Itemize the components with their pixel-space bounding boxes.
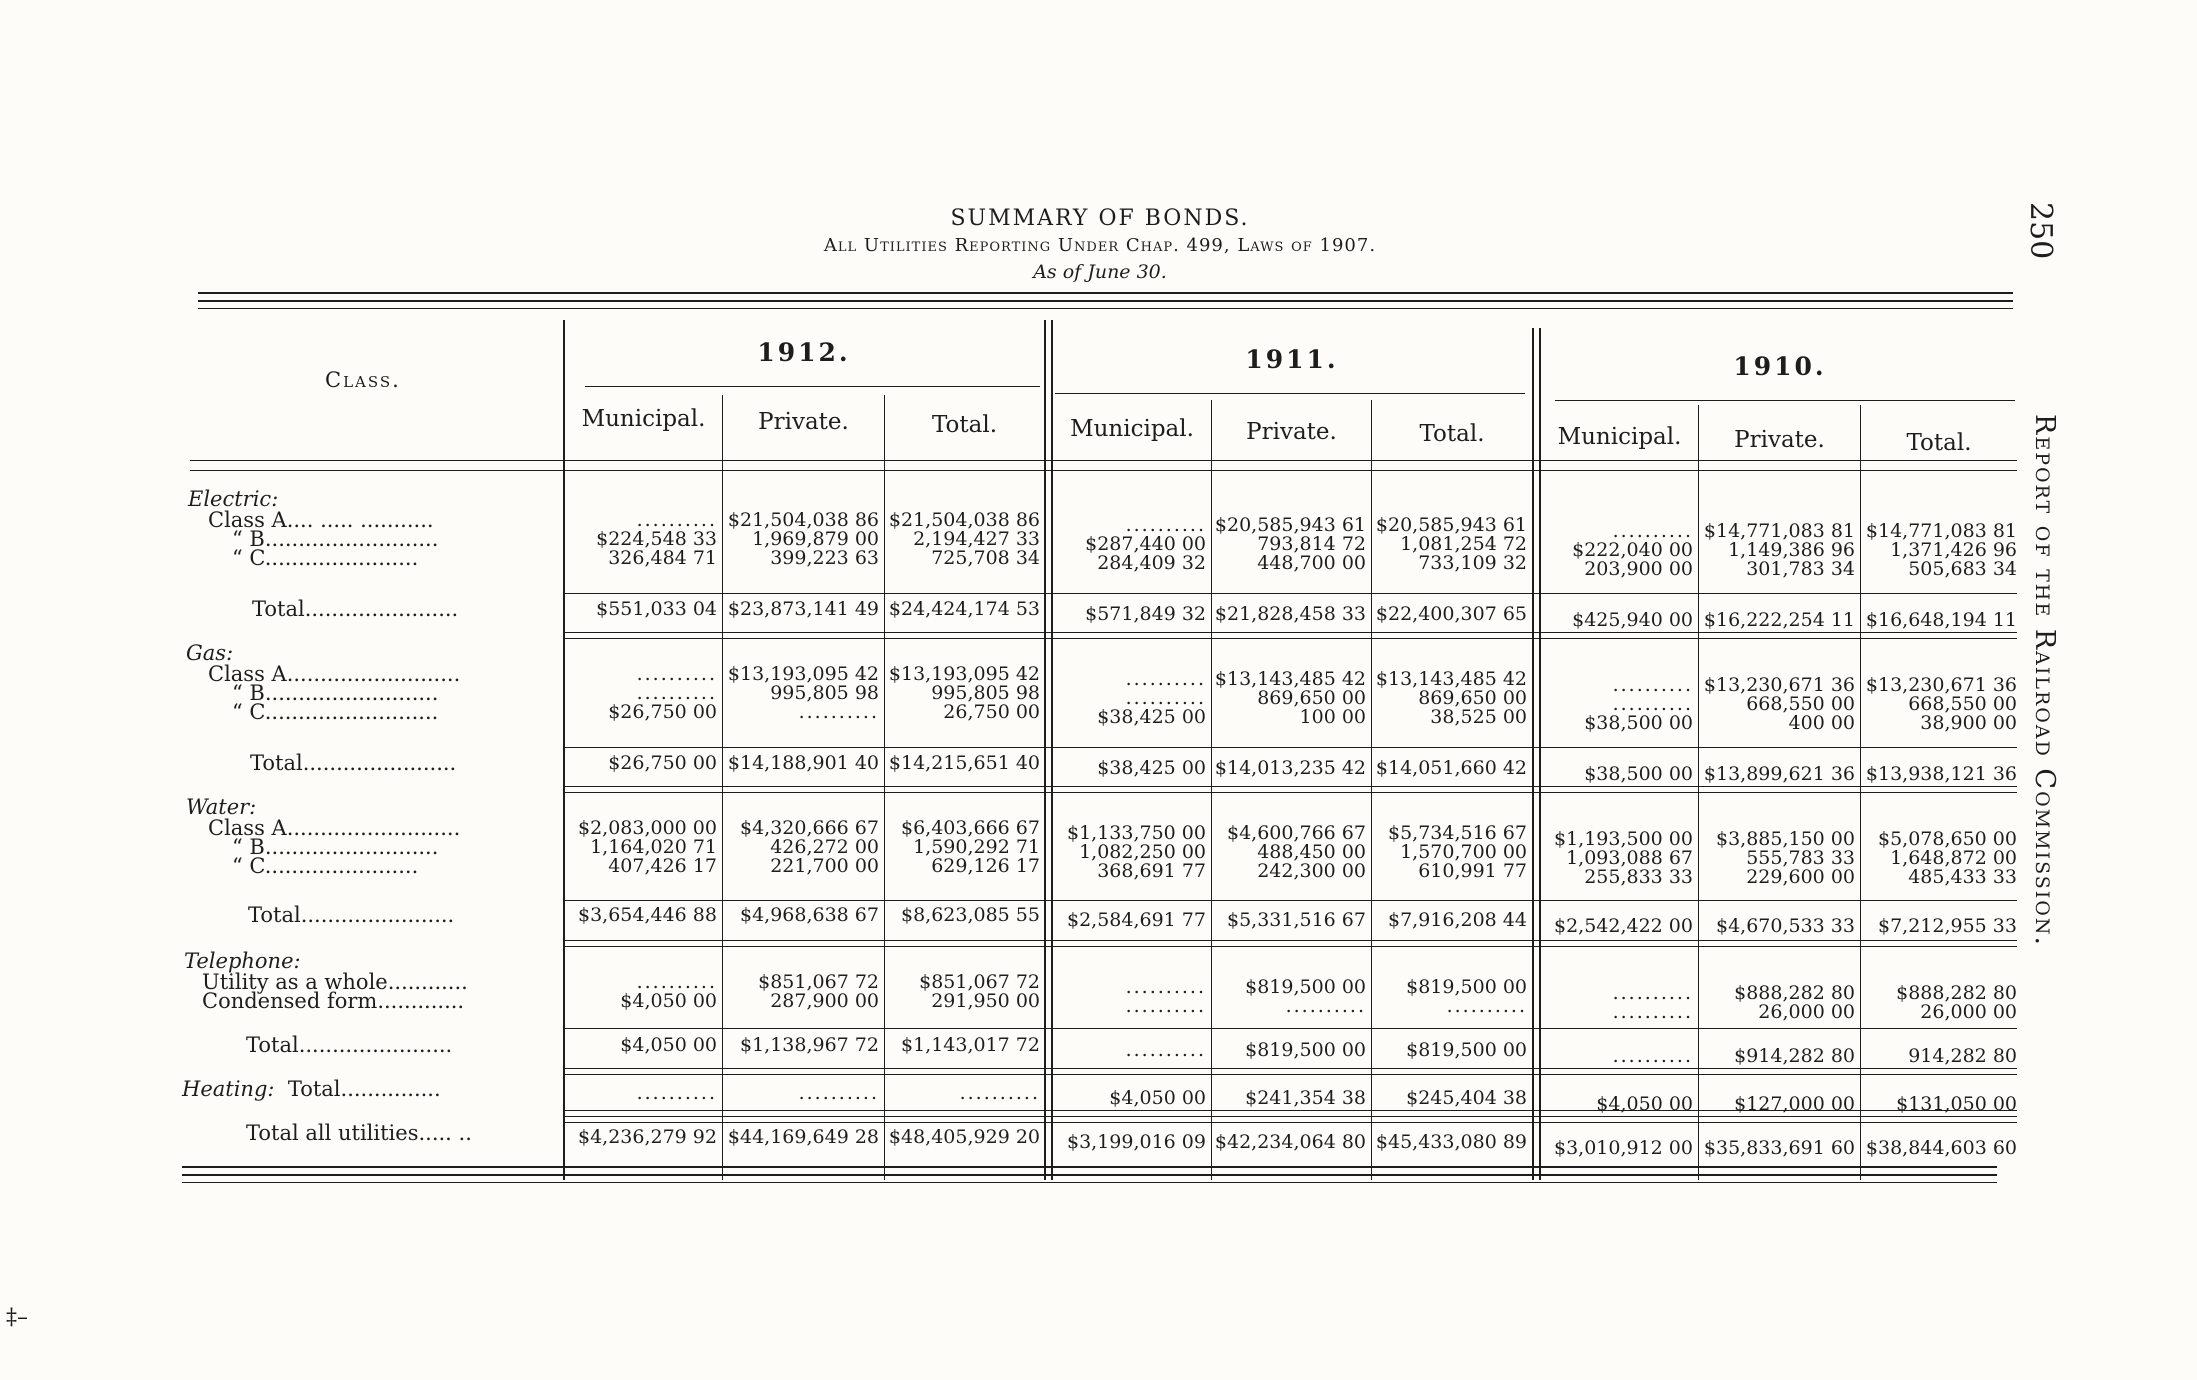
year-rule-1911 bbox=[1055, 393, 1525, 394]
table-cell: $287,440 00 bbox=[1085, 533, 1206, 555]
table-cell: 629,126 17 bbox=[931, 855, 1040, 877]
section-heading-water: Water: bbox=[186, 795, 257, 819]
table-cell: 284,409 32 bbox=[1097, 552, 1206, 574]
electric-total-rule bbox=[565, 593, 2017, 594]
table-cell: 400 00 bbox=[1788, 712, 1855, 734]
row-label-total: Total....................... bbox=[252, 597, 459, 621]
table-cell: 995,805 98 bbox=[931, 682, 1040, 704]
table-cell: 1,081,254 72 bbox=[1400, 533, 1527, 555]
table-cell: $819,500 00 bbox=[1406, 976, 1527, 998]
table-cell: .......... bbox=[1612, 982, 1693, 1004]
table-cell: .......... bbox=[1125, 687, 1206, 709]
total-cell: $914,282 80 bbox=[1734, 1045, 1855, 1067]
table-cell: 287,900 00 bbox=[770, 990, 879, 1012]
heating-heading: Heating: bbox=[182, 1077, 275, 1101]
table-cell: 668,550 00 bbox=[1746, 693, 1855, 715]
table-cell: $13,143,485 42 bbox=[1375, 668, 1527, 690]
table-cell: 291,950 00 bbox=[931, 990, 1040, 1012]
col-1911-municipal: Municipal. bbox=[1070, 416, 1194, 442]
grand-total-cell: $38,844,603 60 bbox=[1865, 1137, 2017, 1159]
total-cell: $38,500 00 bbox=[1584, 763, 1693, 785]
table-cell: 242,300 00 bbox=[1257, 860, 1366, 882]
total-cell: $2,584,691 77 bbox=[1066, 909, 1206, 931]
table-cell: .......... bbox=[1612, 693, 1693, 715]
heating-label: Total............... bbox=[287, 1077, 441, 1101]
table-cell: .......... bbox=[1446, 995, 1527, 1017]
top-rule bbox=[198, 292, 2013, 294]
total-cell: $14,215,651 40 bbox=[888, 752, 1040, 774]
heating-cell: .......... bbox=[636, 1082, 717, 1104]
total-cell: $4,670,533 33 bbox=[1715, 915, 1855, 937]
total-cell: $1,143,017 72 bbox=[900, 1034, 1040, 1056]
total-cell: $16,222,254 11 bbox=[1703, 609, 1855, 631]
table-cell: $20,585,943 61 bbox=[1375, 514, 1527, 536]
table-cell: .......... bbox=[636, 682, 717, 704]
table-cell: 26,000 00 bbox=[1920, 1001, 2017, 1023]
row-label: Condensed form............. bbox=[202, 989, 465, 1013]
table-cell: 488,450 00 bbox=[1257, 841, 1366, 863]
table-cell: $13,230,671 36 bbox=[1865, 674, 2017, 696]
electric-total-under-rule-2 bbox=[565, 638, 2017, 639]
table-cell: 229,600 00 bbox=[1746, 866, 1855, 888]
total-cell: $7,212,955 33 bbox=[1877, 915, 2017, 937]
table-cell: 38,900 00 bbox=[1920, 712, 2017, 734]
total-cell: $551,033 04 bbox=[596, 598, 717, 620]
heating-cell: $4,050 00 bbox=[1596, 1093, 1693, 1115]
col-1910-total: Total. bbox=[1906, 430, 1972, 456]
total-cell: $2,542,422 00 bbox=[1553, 915, 1693, 937]
heating-cell: $131,050 00 bbox=[1896, 1093, 2017, 1115]
total-cell: $7,916,208 44 bbox=[1387, 909, 1527, 931]
telephone-total-under-rule bbox=[565, 1068, 2017, 1069]
summary-title: SUMMARY OF BONDS. bbox=[950, 206, 1250, 231]
summary-subtitle: All Utilities Reporting Under Chap. 499, Laws of 1907. bbox=[823, 235, 1377, 256]
table-cell: 399,223 63 bbox=[770, 547, 879, 569]
row-label: Class A.......................... bbox=[208, 662, 461, 686]
table-cell: 26,000 00 bbox=[1758, 1001, 1855, 1023]
total-cell: .......... bbox=[1125, 1039, 1206, 1061]
table-cell: 1,570,700 00 bbox=[1400, 841, 1527, 863]
col-1912-total: Total. bbox=[931, 412, 998, 438]
total-cell: $38,425 00 bbox=[1097, 757, 1206, 779]
total-cell: $24,424,174 53 bbox=[888, 598, 1040, 620]
water-total-under-rule-2 bbox=[565, 946, 2017, 947]
total-cell: $21,828,458 33 bbox=[1214, 603, 1366, 625]
total-cell: $26,750 00 bbox=[608, 752, 717, 774]
total-cell: $4,968,638 67 bbox=[739, 904, 879, 926]
gas-total-rule bbox=[565, 747, 2017, 748]
row-label: Utility as a whole............ bbox=[202, 970, 468, 994]
table-cell: $888,282 80 bbox=[1896, 982, 2017, 1004]
table-cell: $14,771,083 81 bbox=[1865, 520, 2017, 542]
grand-total-cell: $48,405,929 20 bbox=[888, 1126, 1040, 1148]
table-cell: 326,484 71 bbox=[608, 547, 717, 569]
total-cell: $22,400,307 65 bbox=[1375, 603, 1527, 625]
table-cell: 26,750 00 bbox=[943, 701, 1040, 723]
table-cell: $224,548 33 bbox=[596, 528, 717, 550]
table-cell: 995,805 98 bbox=[770, 682, 879, 704]
row-label: Class A.... ..... ........... bbox=[208, 508, 434, 532]
table-cell: $5,734,516 67 bbox=[1387, 822, 1527, 844]
grand-total-cell: $3,010,912 00 bbox=[1553, 1137, 1693, 1159]
total-cell: $23,873,141 49 bbox=[727, 598, 879, 620]
table-cell: 1,164,020 71 bbox=[590, 836, 717, 858]
total-cell: $425,940 00 bbox=[1572, 609, 1693, 631]
divider-1912-1911 bbox=[1044, 320, 1046, 1180]
total-cell: $14,013,235 42 bbox=[1214, 757, 1366, 779]
table-cell: $13,143,485 42 bbox=[1214, 668, 1366, 690]
gas-total-under-rule bbox=[565, 786, 2017, 787]
table-cell: .......... bbox=[1612, 520, 1693, 542]
table-cell: 100 00 bbox=[1299, 706, 1366, 728]
table-cell: 1,093,088 67 bbox=[1566, 847, 1693, 869]
row-label: “ C....................... bbox=[232, 854, 419, 878]
table-cell: .......... bbox=[1125, 514, 1206, 536]
grand-total-cell: $35,833,691 60 bbox=[1703, 1137, 1855, 1159]
grand-total-cell: $3,199,016 09 bbox=[1066, 1131, 1206, 1153]
telephone-total-under-rule-2 bbox=[565, 1074, 2017, 1075]
year-1911: 1911. bbox=[1245, 345, 1339, 374]
total-cell: .......... bbox=[1612, 1045, 1693, 1067]
heating-cell: $241,354 38 bbox=[1245, 1087, 1366, 1109]
section-heading-heating bbox=[182, 1077, 441, 1101]
table-cell: $5,078,650 00 bbox=[1877, 828, 2017, 850]
year-rule-1910 bbox=[1555, 400, 2015, 401]
table-cell: $4,600,766 67 bbox=[1226, 822, 1366, 844]
table-cell: 725,708 34 bbox=[931, 547, 1040, 569]
table-cell: .......... bbox=[636, 971, 717, 993]
table-cell: $6,403,666 67 bbox=[900, 817, 1040, 839]
grand-total-cell: $42,234,064 80 bbox=[1214, 1131, 1366, 1153]
heating-under-rule-3 bbox=[565, 1122, 2017, 1123]
table-cell: 793,814 72 bbox=[1257, 533, 1366, 555]
table-cell: $851,067 72 bbox=[919, 971, 1040, 993]
telephone-total-rule bbox=[565, 1028, 2017, 1029]
row-label: “ C....................... bbox=[232, 546, 419, 570]
table-cell: 668,550 00 bbox=[1908, 693, 2017, 715]
divider-1911-1910 bbox=[1532, 328, 1534, 1180]
table-cell: 1,371,426 96 bbox=[1890, 539, 2017, 561]
row-label: “ B.......................... bbox=[232, 835, 439, 859]
table-cell: $13,230,671 36 bbox=[1703, 674, 1855, 696]
table-cell: $14,771,083 81 bbox=[1703, 520, 1855, 542]
heating-cell: .......... bbox=[798, 1082, 879, 1104]
table-cell: .......... bbox=[1125, 976, 1206, 998]
table-cell: $26,750 00 bbox=[608, 701, 717, 723]
col-1911-total: Total. bbox=[1419, 421, 1485, 447]
table-cell: 301,783 34 bbox=[1746, 558, 1855, 580]
row-label: “ B.......................... bbox=[232, 527, 439, 551]
table-cell: $819,500 00 bbox=[1245, 976, 1366, 998]
row-label: “ B.......................... bbox=[232, 681, 439, 705]
electric-total-under-rule bbox=[565, 632, 2017, 633]
row-label-total: Total....................... bbox=[248, 903, 455, 927]
table-cell: .......... bbox=[1612, 1001, 1693, 1023]
heating-cell: .......... bbox=[959, 1082, 1040, 1104]
table-cell: 1,648,872 00 bbox=[1890, 847, 2017, 869]
top-rule-2 bbox=[198, 300, 2013, 302]
bottom-rule-3 bbox=[182, 1182, 1997, 1183]
header-bottom-rule-2 bbox=[190, 470, 2017, 471]
table-cell: $1,133,750 00 bbox=[1066, 822, 1206, 844]
table-cell: 610,991 77 bbox=[1418, 860, 1527, 882]
table-cell: 1,590,292 71 bbox=[913, 836, 1040, 858]
bottom-rule bbox=[182, 1166, 1997, 1168]
table-cell: 368,691 77 bbox=[1097, 860, 1206, 882]
total-cell: $5,331,516 67 bbox=[1226, 909, 1366, 931]
heating-cell: $245,404 38 bbox=[1406, 1087, 1527, 1109]
water-total-rule bbox=[565, 900, 2017, 901]
table-cell: $38,500 00 bbox=[1584, 712, 1693, 734]
table-cell: $20,585,943 61 bbox=[1214, 514, 1366, 536]
table-cell: 255,833 33 bbox=[1584, 866, 1693, 888]
total-cell: $1,138,967 72 bbox=[739, 1034, 879, 1056]
row-label: “ C.......................... bbox=[232, 700, 439, 724]
header-bottom-rule bbox=[190, 460, 2017, 461]
title-block bbox=[700, 205, 1500, 285]
table-cell: 1,149,386 96 bbox=[1728, 539, 1855, 561]
table-cell: $2,083,000 00 bbox=[577, 817, 717, 839]
total-cell: $571,849 32 bbox=[1085, 603, 1206, 625]
table-cell: $888,282 80 bbox=[1734, 982, 1855, 1004]
table-cell: .......... bbox=[798, 701, 879, 723]
page-number: 250 bbox=[2023, 202, 2058, 260]
section-heading-gas: Gas: bbox=[186, 641, 234, 665]
table-cell: 407,426 17 bbox=[608, 855, 717, 877]
year-rule-1912 bbox=[585, 386, 1040, 387]
top-rule-3 bbox=[198, 308, 2013, 309]
total-cell: $3,654,446 88 bbox=[577, 904, 717, 926]
table-cell: .......... bbox=[1125, 668, 1206, 690]
total-cell: $4,050 00 bbox=[620, 1034, 717, 1056]
table-cell: $851,067 72 bbox=[758, 971, 879, 993]
table-cell: 1,082,250 00 bbox=[1079, 841, 1206, 863]
grand-total-cell: $4,236,279 92 bbox=[577, 1126, 717, 1148]
table-cell: $4,050 00 bbox=[620, 990, 717, 1012]
table-cell: 38,525 00 bbox=[1430, 706, 1527, 728]
total-cell: $14,188,901 40 bbox=[727, 752, 879, 774]
table-cell: 448,700 00 bbox=[1257, 552, 1366, 574]
row-label: Class A.......................... bbox=[208, 816, 461, 840]
total-cell: $819,500 00 bbox=[1245, 1039, 1366, 1061]
table-cell: $3,885,150 00 bbox=[1715, 828, 1855, 850]
total-cell: 914,282 80 bbox=[1908, 1045, 2017, 1067]
table-cell: 221,700 00 bbox=[770, 855, 879, 877]
col-1912-municipal: Municipal. bbox=[581, 406, 706, 432]
scan-mark: ‡– bbox=[6, 1305, 28, 1330]
table-cell: $13,193,095 42 bbox=[727, 663, 879, 685]
table-cell: $21,504,038 86 bbox=[888, 509, 1040, 531]
table-cell: 505,683 34 bbox=[1908, 558, 2017, 580]
table-cell: .......... bbox=[1612, 674, 1693, 696]
table-cell: .......... bbox=[1125, 995, 1206, 1017]
total-cell: $13,938,121 36 bbox=[1865, 763, 2017, 785]
table-cell: $1,193,500 00 bbox=[1553, 828, 1693, 850]
grand-total-cell: $45,433,080 89 bbox=[1375, 1131, 1527, 1153]
running-side-title: Report of the Railroad Commission. bbox=[2029, 414, 2060, 948]
table-cell: 555,783 33 bbox=[1746, 847, 1855, 869]
table-cell: .......... bbox=[1285, 995, 1366, 1017]
section-heading-telephone: Telephone: bbox=[184, 949, 301, 973]
table-cell: .......... bbox=[636, 509, 717, 531]
year-1912: 1912. bbox=[757, 338, 851, 367]
table-cell: 2,194,427 33 bbox=[913, 528, 1040, 550]
table-cell: 733,109 32 bbox=[1418, 552, 1527, 574]
total-cell: $819,500 00 bbox=[1406, 1039, 1527, 1061]
table-cell: $222,040 00 bbox=[1572, 539, 1693, 561]
total-cell: $8,623,085 55 bbox=[900, 904, 1040, 926]
table-cell: 485,433 33 bbox=[1908, 866, 2017, 888]
table-cell: 869,650 00 bbox=[1418, 687, 1527, 709]
section-heading-electric: Electric: bbox=[188, 487, 279, 511]
water-total-under-rule bbox=[565, 940, 2017, 941]
heating-cell: $127,000 00 bbox=[1734, 1093, 1855, 1115]
table-cell: $13,193,095 42 bbox=[888, 663, 1040, 685]
row-label-total: Total....................... bbox=[246, 1033, 453, 1057]
col-1910-municipal: Municipal. bbox=[1557, 424, 1682, 450]
heating-under-rule-2 bbox=[565, 1116, 2017, 1117]
table-cell: 1,969,879 00 bbox=[752, 528, 879, 550]
year-1910: 1910. bbox=[1733, 352, 1827, 381]
row-label-grand-total: Total all utilities..... .. bbox=[246, 1121, 472, 1145]
row-label-total: Total....................... bbox=[250, 751, 457, 775]
table-cell: 869,650 00 bbox=[1257, 687, 1366, 709]
total-cell: $14,051,660 42 bbox=[1375, 757, 1527, 779]
table-cell: $21,504,038 86 bbox=[727, 509, 879, 531]
total-cell: $13,899,621 36 bbox=[1703, 763, 1855, 785]
table-cell: .......... bbox=[636, 663, 717, 685]
col-1912-private: Private. bbox=[758, 409, 849, 435]
col-1911-private: Private. bbox=[1246, 419, 1337, 445]
bottom-rule-2 bbox=[182, 1174, 1997, 1176]
date-note: As of June 30. bbox=[1033, 261, 1167, 283]
heating-cell: $4,050 00 bbox=[1109, 1087, 1206, 1109]
class-header: Class. bbox=[325, 368, 401, 392]
divider-1912-mp bbox=[722, 395, 723, 1180]
table-cell: $4,320,666 67 bbox=[739, 817, 879, 839]
table-cell: 426,272 00 bbox=[770, 836, 879, 858]
gas-total-under-rule-2 bbox=[565, 792, 2017, 793]
col-1910-private: Private. bbox=[1734, 427, 1825, 453]
table-cell: 203,900 00 bbox=[1584, 558, 1693, 580]
grand-total-cell: $44,169,649 28 bbox=[727, 1126, 879, 1148]
table-cell: $38,425 00 bbox=[1097, 706, 1206, 728]
total-cell: $16,648,194 11 bbox=[1865, 609, 2017, 631]
